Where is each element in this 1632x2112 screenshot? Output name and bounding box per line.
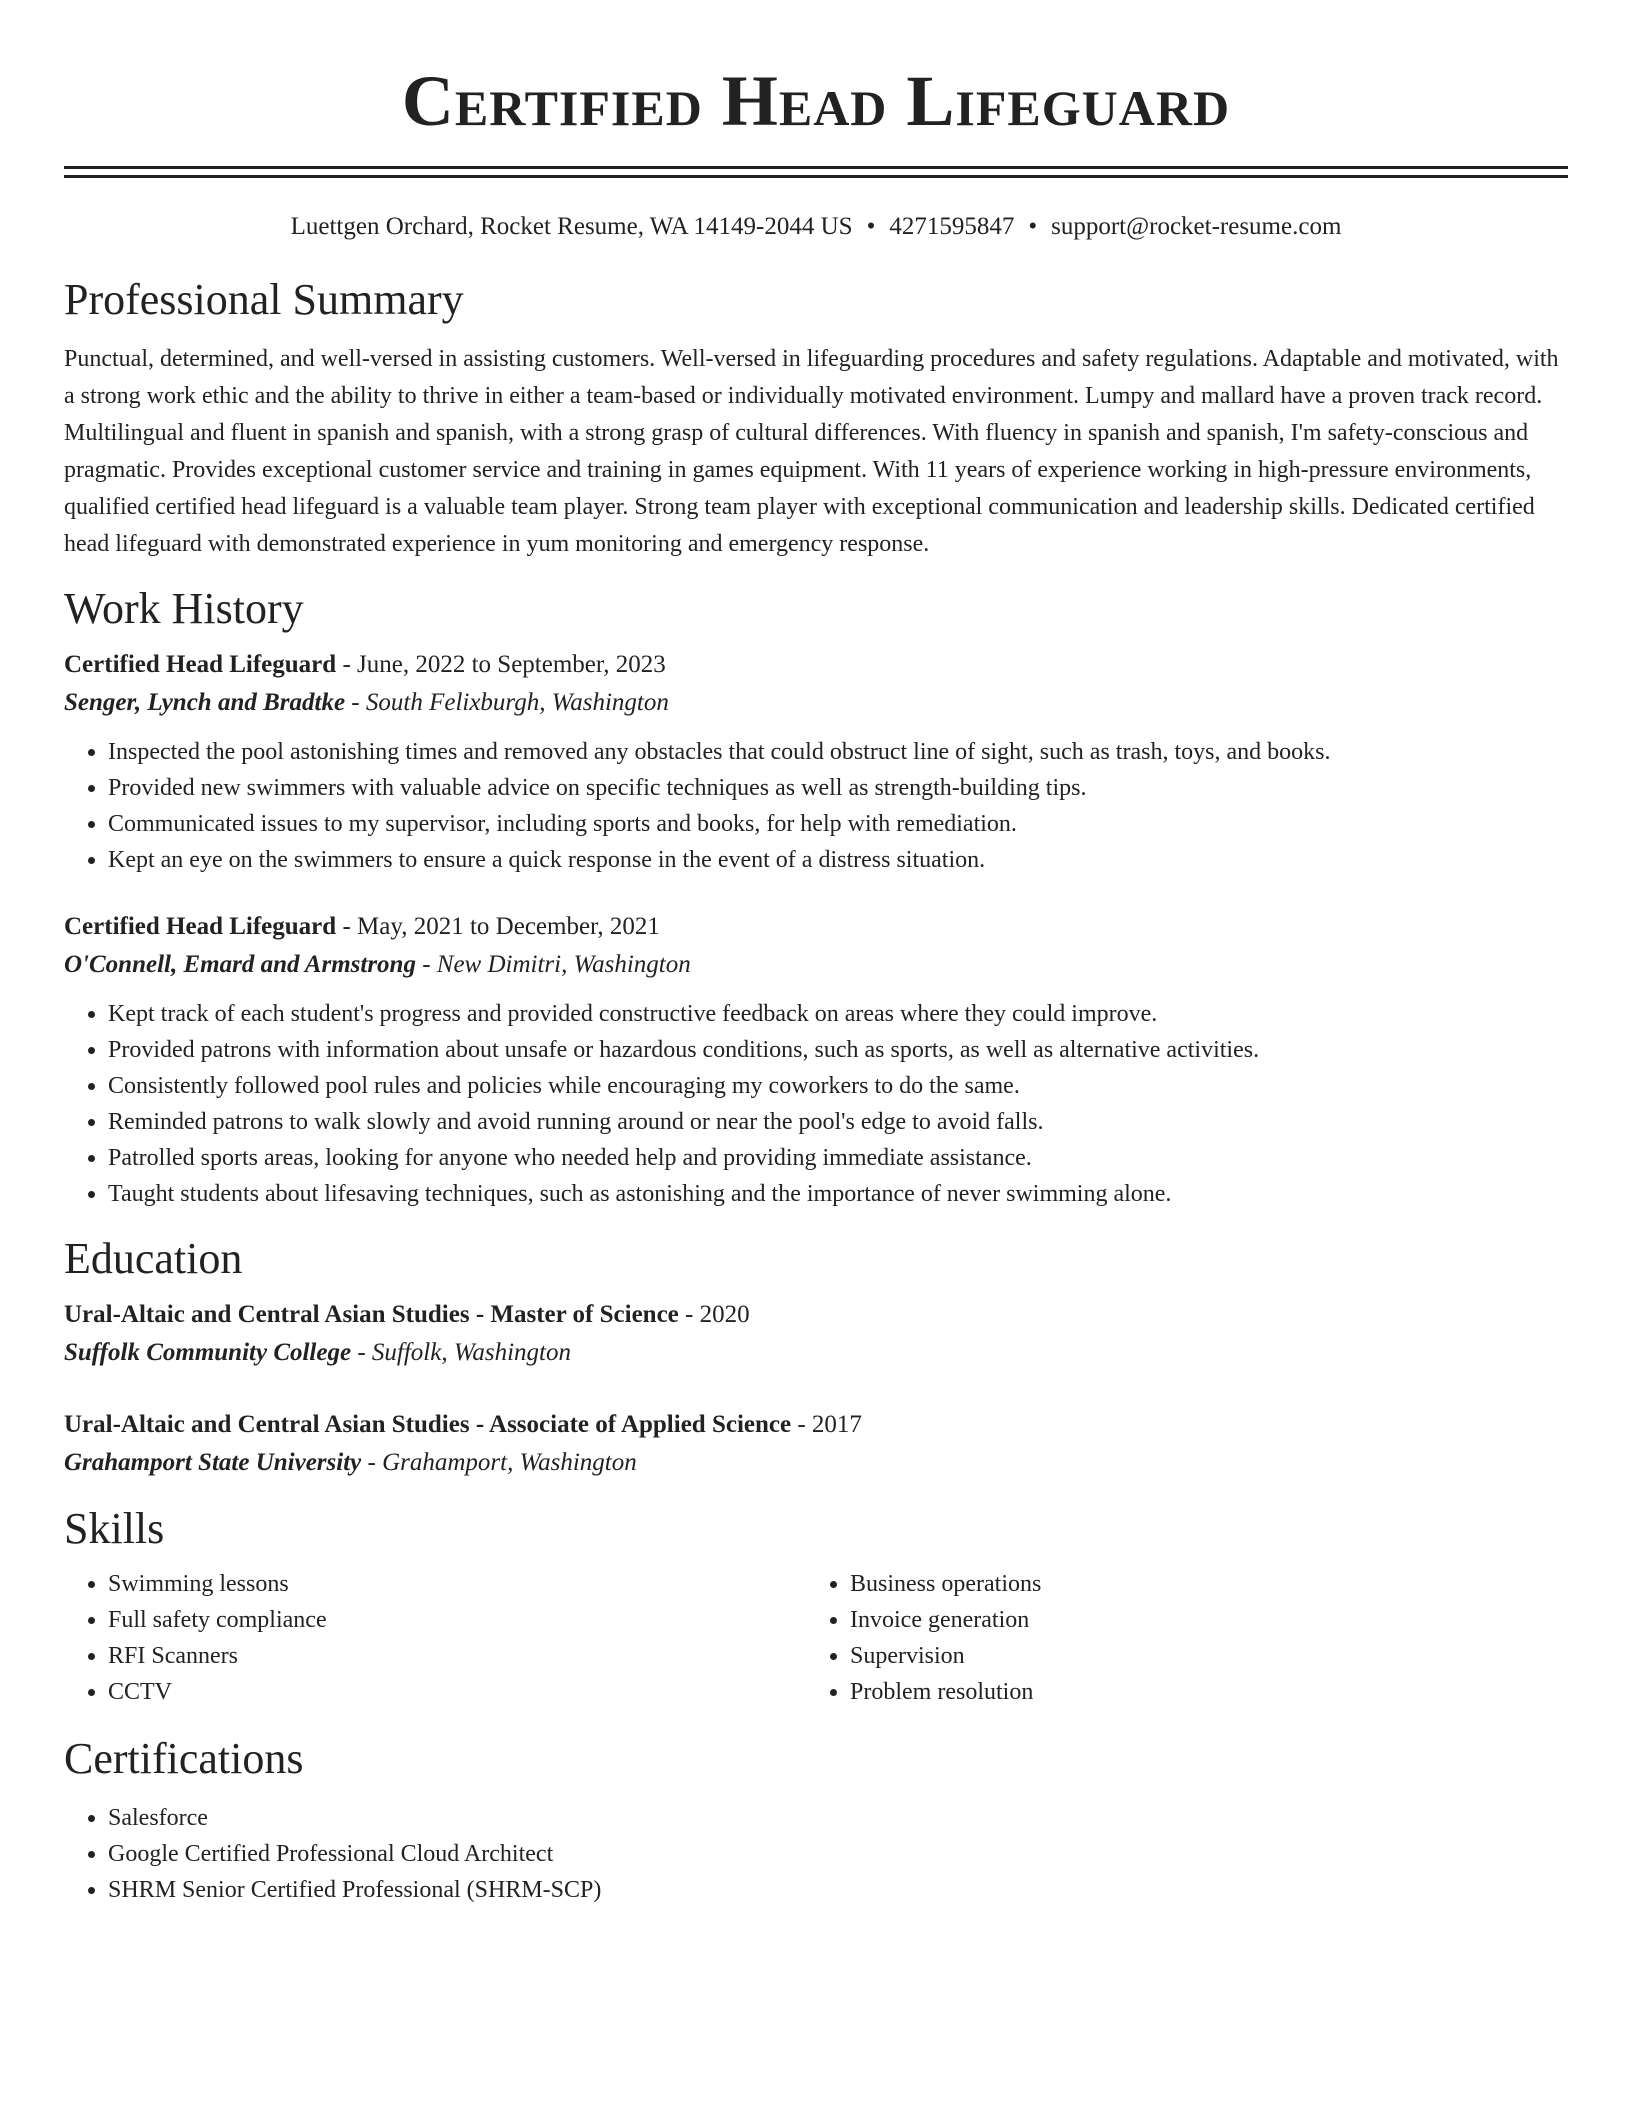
education-school: Grahamport State University	[64, 1449, 362, 1476]
job-location: New Dimitri, Washington	[436, 951, 691, 978]
job-location: South Felixburgh, Washington	[365, 689, 669, 716]
skills-list	[806, 1566, 1548, 1710]
title-divider-top	[64, 166, 1568, 169]
certifications-list	[64, 1800, 1568, 1908]
resume-title: Certified Head Lifeguard	[401, 61, 1231, 141]
contact-separator: •	[1028, 213, 1038, 240]
certification-item: • SHRM Senior Certified Professional (SHRM-SCP)	[108, 1872, 1568, 1908]
job-company: Senger, Lynch and Bradtke	[64, 689, 346, 716]
job-entry	[64, 646, 1568, 878]
job-bullet: • Provided patrons with information about unsafe or hazardous conditions, such as sports, as well as alternative activities.	[108, 1032, 1568, 1068]
work-history-heading: Work History	[64, 584, 304, 633]
job-bullet: • Inspected the pool astonishing times and removed any obstacles that could obstruct line of sight, such as trash, toys, and books.	[108, 734, 1568, 770]
job-company: O'Connell, Emard and Armstrong	[64, 951, 416, 978]
job-employer: Senger, Lynch and Bradtke - South Felixburgh, Washington	[64, 689, 669, 716]
contact-separator: •	[866, 213, 876, 240]
skill-item: • Invoice generation	[850, 1602, 1548, 1638]
job-dates: June, 2022 to September, 2023	[357, 651, 666, 678]
job-bullets	[64, 734, 1568, 878]
job-bullet: • Patrolled sports areas, looking for anyone who needed help and providing immediate assistance.	[108, 1140, 1568, 1176]
contact-email: support@rocket-resume.com	[1051, 213, 1342, 240]
summary-heading: Professional Summary	[64, 275, 464, 324]
skill-item: • CCTV	[108, 1674, 806, 1710]
skills-list	[64, 1566, 806, 1710]
education-heading: Education	[64, 1234, 243, 1283]
job-dates: May, 2021 to December, 2021	[357, 913, 660, 940]
job-bullet: • Kept an eye on the swimmers to ensure a quick response in the event of a distress situation.	[108, 842, 1568, 878]
education-school-line: Suffolk Community College - Suffolk, Washington	[64, 1339, 571, 1366]
skill-item: • Supervision	[850, 1638, 1548, 1674]
certifications-heading: Certifications	[64, 1734, 304, 1783]
education-school: Suffolk Community College	[64, 1339, 352, 1366]
job-bullet: • Communicated issues to my supervisor, including sports and books, for help with remediation.	[108, 806, 1568, 842]
job-bullet: • Kept track of each student's progress and provided constructive feedback on areas where they could improve.	[108, 996, 1568, 1032]
job-bullet: • Reminded patrons to walk slowly and avoid running around or near the pool's edge to avoid falls.	[108, 1104, 1568, 1140]
education-entry	[64, 1406, 1568, 1482]
contact-phone: 4271595847	[889, 213, 1015, 240]
education-degree: Ural-Altaic and Central Asian Studies - Associate of Applied Science	[64, 1411, 792, 1438]
skills-heading: Skills	[64, 1504, 165, 1553]
education-year: 2020	[699, 1301, 750, 1328]
title-divider-bottom	[64, 175, 1568, 178]
job-title: Certified Head Lifeguard	[64, 651, 337, 678]
education-location: Suffolk, Washington	[371, 1339, 571, 1366]
skill-item: • Swimming lessons	[108, 1566, 806, 1602]
education-location: Grahamport, Washington	[382, 1449, 637, 1476]
job-entry	[64, 908, 1568, 1212]
education-school-line: Grahamport State University - Grahamport, Washington	[64, 1449, 637, 1476]
education-degree: Ural-Altaic and Central Asian Studies - Master of Science	[64, 1301, 679, 1328]
skill-item: • RFI Scanners	[108, 1638, 806, 1674]
education-year: 2017	[811, 1411, 862, 1438]
certification-item: • Google Certified Professional Cloud Architect	[108, 1836, 1568, 1872]
job-bullet: • Provided new swimmers with valuable advice on specific techniques as well as strength-building tips.	[108, 770, 1568, 806]
education-header: Ural-Altaic and Central Asian Studies - Master of Science - 2020	[64, 1301, 750, 1328]
job-bullets	[64, 996, 1568, 1212]
summary-text: Punctual, determined, and well-versed in assisting customers. Well-versed in lifeguarding procedures and safety regulations. Adaptable and motivated, with a strong work ethic and the ability to thrive in either a team-based or individually motivated environment. Lumpy and mallard have a proven track record. Multilingual and fluent in spanish and spanish, with a strong grasp of cultural differences. With fluency in spanish and spanish, I'm safety-conscious and pragmatic. Provides exceptional customer service and training in games equipment. With 11 years of experience working in high-pressure environments, qualified certified head lifeguard is a valuable team player. Strong team player with exceptional communication and leadership skills. Dedicated certified head lifeguard with demonstrated experience in yum monitoring and emergency response.	[64, 346, 1559, 557]
skill-item: • Business operations	[850, 1566, 1548, 1602]
job-bullet: • Taught students about lifesaving techniques, such as astonishing and the importance of never swimming alone.	[108, 1176, 1568, 1212]
job-bullet: • Consistently followed pool rules and policies while encouraging my coworkers to do the same.	[108, 1068, 1568, 1104]
skill-item: • Full safety compliance	[108, 1602, 806, 1638]
skills-column-right	[806, 1566, 1548, 1710]
skill-item: • Problem resolution	[850, 1674, 1548, 1710]
job-title: Certified Head Lifeguard	[64, 913, 337, 940]
education-entry	[64, 1296, 1568, 1372]
skills-grid	[64, 1566, 1568, 1710]
job-header: Certified Head Lifeguard - May, 2021 to December, 2021	[64, 913, 660, 940]
skills-column-left	[64, 1566, 806, 1710]
job-employer: O'Connell, Emard and Armstrong - New Dimitri, Washington	[64, 951, 691, 978]
education-header: Ural-Altaic and Central Asian Studies - Associate of Applied Science - 2017	[64, 1411, 862, 1438]
certification-item: • Salesforce	[108, 1800, 1568, 1836]
contact-line	[64, 212, 1568, 242]
job-header: Certified Head Lifeguard - June, 2022 to September, 2023	[64, 651, 666, 678]
contact-address: Luettgen Orchard, Rocket Resume, WA 14149-2044 US	[290, 213, 853, 240]
